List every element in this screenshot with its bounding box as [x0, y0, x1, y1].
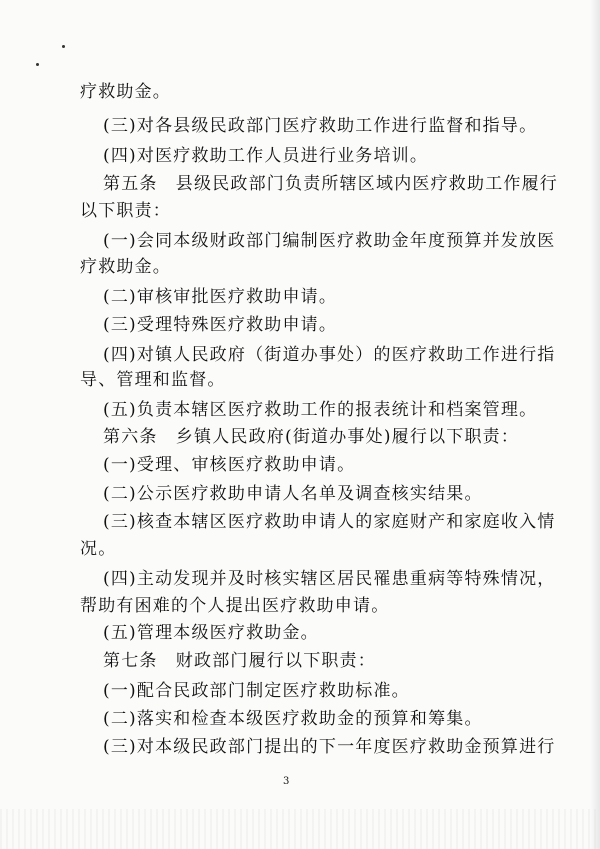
text-line: (三)受理特殊医疗救助申请。 [103, 315, 338, 335]
text-line: (三)对各县级民政部门医疗救助工作进行监督和指导。 [103, 116, 538, 136]
text-line: (五)负责本辖区医疗救助工作的报表统计和档案管理。 [103, 400, 538, 420]
scan-edge-shadow [590, 0, 600, 849]
text-line: (二)审核审批医疗救助申请。 [103, 287, 338, 307]
text-line: (四)主动发现并及时核实辖区居民罹患重病等特殊情况， [103, 569, 556, 589]
scan-speck [62, 45, 65, 48]
scan-speck [36, 63, 39, 66]
text-line: (一)配合民政部门制定医疗救助标准。 [103, 681, 410, 701]
text-line: (三)核查本辖区医疗救助申请人的家庭财产和家庭收入情 [103, 512, 556, 532]
text-line: 帮助有困难的个人提出医疗救助申请。 [80, 596, 390, 616]
text-line: (四)对镇人民政府（街道办事处）的医疗救助工作进行指 [103, 345, 556, 365]
text-line: (二)落实和检查本级医疗救助金的预算和筹集。 [103, 709, 483, 729]
text-line: (二)公示医疗救助申请人名单及调查核实结果。 [103, 484, 483, 504]
article-heading-7: 第七条 财政部门履行以下职责： [103, 651, 376, 671]
text-line: (四)对医疗救助工作人员进行业务培训。 [103, 146, 429, 166]
article-heading-6: 第六条 乡镇人民政府(街道办事处)履行以下职责： [103, 427, 520, 447]
text-line: (三)对本级民政部门提出的下一年度医疗救助金预算进行 [103, 737, 556, 757]
text-line: 以下职责： [80, 201, 171, 221]
text-line: 导、管理和监督。 [80, 370, 226, 390]
text-line: 疗救助金。 [80, 82, 171, 102]
article-heading-5: 第五条 县级民政部门负责所辖区域内医疗救助工作履行 [103, 174, 558, 194]
scan-bottom-noise [0, 809, 600, 849]
text-line: (一)受理、审核医疗救助申请。 [103, 455, 356, 475]
text-line: 况。 [80, 539, 117, 559]
text-line: (五)管理本级医疗救助金。 [103, 623, 319, 643]
text-line: 疗救助金。 [80, 257, 171, 277]
text-line: (一)会同本级财政部门编制医疗救助金年度预算并发放医 [103, 231, 556, 251]
page-number: 3 [283, 776, 290, 787]
